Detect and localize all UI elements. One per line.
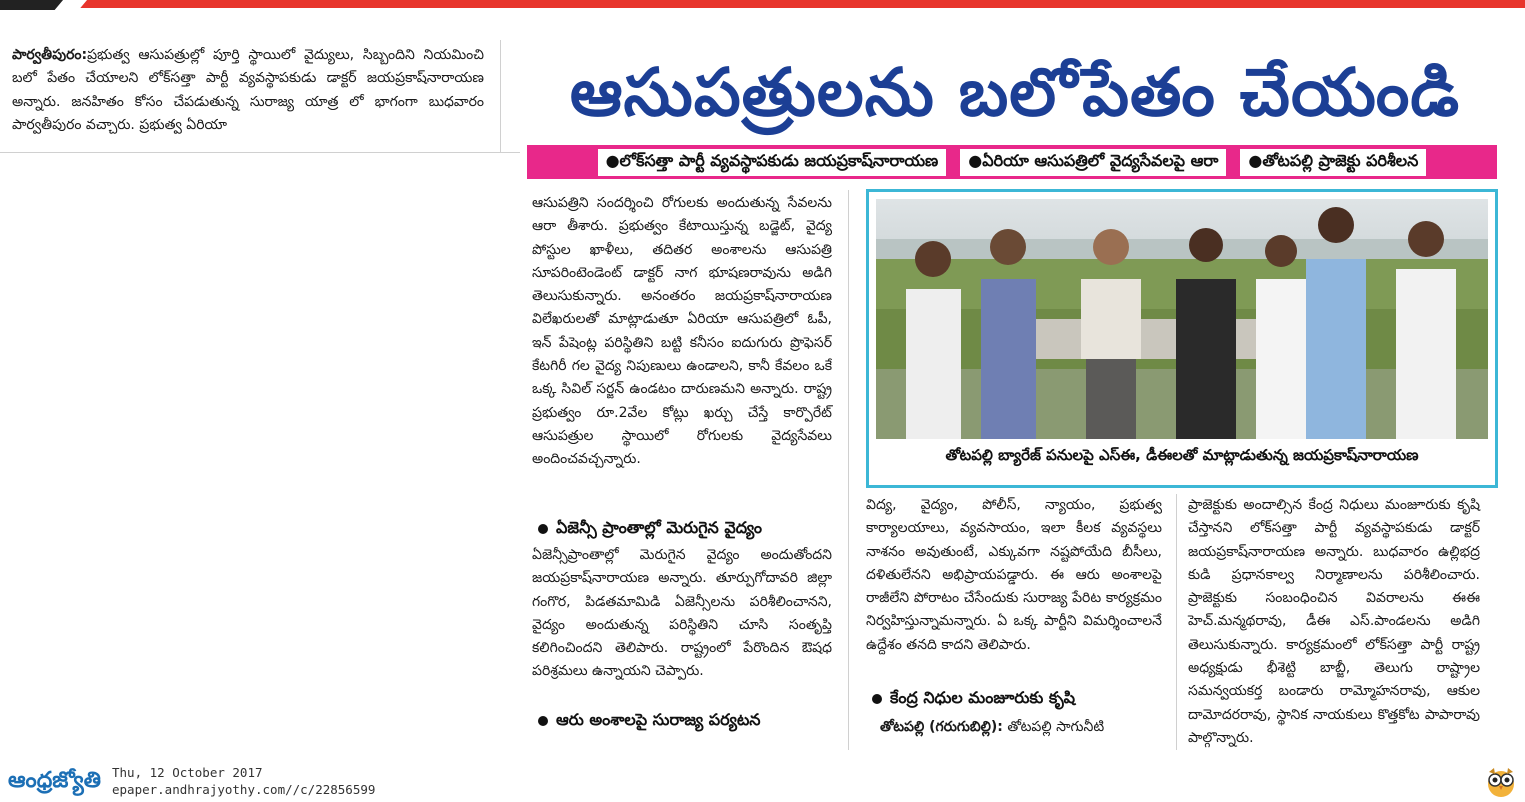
column-three-dateline: తోటపల్లి (గరుగుబిల్లి): bbox=[880, 719, 1003, 735]
column-three-dateline-block bbox=[880, 716, 1162, 739]
headline: ఆసుపత్రులను బలోపేతం చేయండి bbox=[569, 54, 1461, 131]
footer bbox=[0, 760, 1525, 802]
column-four-text bbox=[1188, 494, 1480, 750]
column-two-para-two bbox=[532, 544, 832, 684]
highlight-item-founder: ●లోక్‌సత్తా పార్టీ వ్యవస్థాపకుడు జయప్రకాష్‌నారాయణ bbox=[598, 149, 947, 176]
subhead-surajya bbox=[538, 710, 761, 733]
column-rule bbox=[1176, 494, 1177, 750]
column-rule bbox=[848, 190, 849, 750]
highlight-item-hospital: ●ఏరియా ఆసుపత్రిలో వైద్యసేవలపై ఆరా bbox=[960, 149, 1226, 176]
column-rule bbox=[500, 40, 501, 152]
subhead-central-funds bbox=[872, 688, 1075, 711]
subhead-agency bbox=[538, 518, 762, 541]
photo-frame bbox=[866, 189, 1498, 488]
column-three-para: విద్య, వైద్యం, పోలీస్, న్యాయం, ప్రభుత్వ కార్యాలయాలు, వ్యవసాయం, ఇలా కీలక వ్యవస్థలు నాశనం అవుతుంటే, ఎక్కువగా నష్టపోయేది బీసీలు, దళితులేనని అభిప్రాయపడ్డారు. ఈ ఆరు అంశాలపై రాజీలేని పోరాటం చేసేందుకు సురాజ్య పేరిట కార్యక్రమం నిర్వహిస్తున్నామన్నారు. ఏ ఒక్క పార్టీని విమర్శించాలనే ఉద్దేశం తనది కాదని తెలిపారు. bbox=[866, 497, 1162, 653]
andhrajyothy-logo[interactable]: ఆంధ్రజ్యోతి bbox=[8, 768, 101, 793]
top-color-bar bbox=[0, 0, 1525, 14]
subhead-agency-label: ఏజెన్సీ ప్రాంతాల్లో మెరుగైన వైద్యం bbox=[556, 518, 762, 537]
agency-paragraph: ఏజెన్సీప్రాంతాల్లో మెరుగైన వైద్యం అందుతోందని జయప్రకాష్‌నారాయణ అన్నారు. తూర్పుగోదావరి జిల్లా గంగొర, పిడతమామిడి ఏజెన్సీలను పరిశీలించానని, వైద్యం అందుతున్న పరిస్థితిని చూసి సంతృప్తి కలిగించిందని తెలిపారు. రాష్ట్రంలో పేరొందిన ఔషధ పరిశ్రమలు ఉన్నాయని చెప్పారు. bbox=[532, 547, 832, 680]
left-column-body: ప్రభుత్వ ఆసుపత్రుల్లో పూర్తి స్థాయిలో వైద్యులు, సిబ్బందిని నియమించి బలో పేతం చేయాలని లోక్‌సత్తా పార్టీ వ్యవస్థాపకుడు డాక్టర్ జయప్రకాష్‌నారాయణ అన్నారు. జనహితం కోసం చేపడుతున్న సురాజ్య యాత్ర లో భాగంగా బుధవారం పార్వతీపురం వచ్చారు. ప్రభుత్వ ఏరియా bbox=[12, 47, 484, 133]
news-photo bbox=[876, 199, 1488, 439]
left-dateline: పార్వతీపురం: bbox=[12, 47, 88, 63]
top-bar-red-segment bbox=[70, 0, 1525, 8]
photo-illustration bbox=[876, 199, 1488, 439]
epaper-url[interactable]: epaper.andhrajyothy.com//c/22856599 bbox=[112, 782, 376, 797]
left-column-text bbox=[12, 44, 484, 137]
column-three-text bbox=[866, 494, 1162, 657]
edition-date: Thu, 12 October 2017 bbox=[112, 765, 263, 780]
photo-caption: తోటపల్లి బ్యారేజ్ పనులపై ఎస్ఈ, డీఈలతో మాట్లాడుతున్న జయప్రకాష్‌నారాయణ bbox=[945, 446, 1419, 464]
column-four-para: ప్రాజెక్టుకు అందాల్సిన కేంద్ర నిధులు మంజూరుకు కృషి చేస్తానని లోక్‌సత్తా పార్టీ వ్యవస్థాపకుడు డాక్టర్ జయప్రకాష్‌నారాయణ అన్నారు. బుధవారం ఉల్లిభద్ర కుడి ప్రధానకాల్వ నిర్మాణాలను పరిశీలించారు. ప్రాజెక్టుకు సంబంధించిన వివరాలను ఈఈ హెచ్.మన్మథరావు, డీఈ ఎస్.పాండలను అడిగి తెలుసుకున్నారు. కార్యక్రమంలో లోక్‌సత్తా పార్టీ రాష్ట్ర అధ్యక్షుడు భీశెట్టి బాబ్జీ, తెలుగు రాష్ట్రాల సమన్వయకర్త బండారు రామ్మోహనరావు, ఆకుల దామోదరరావు, స్థానిక నాయకులు కొత్తకోట పాపారావు పాల్గొన్నారు. bbox=[1188, 497, 1480, 746]
column-two-text bbox=[532, 192, 832, 472]
owl-icon[interactable] bbox=[1484, 764, 1518, 798]
subhead-central-funds-label: కేంద్ర నిధుల మంజూరుకు కృషి bbox=[890, 688, 1076, 707]
bullet-icon bbox=[538, 716, 548, 726]
bullet-icon bbox=[872, 694, 882, 704]
column-three-tail: తోటపల్లి సాగునీటి bbox=[1007, 719, 1105, 735]
footer-meta bbox=[112, 764, 375, 798]
subhead-surajya-label: ఆరు అంశాలపై సురాజ్య పర్యటన bbox=[556, 710, 761, 729]
column-two-para-one: ఆసుపత్రిని సందర్శించి రోగులకు అందుతున్న సేవలను ఆరా తీశారు. ప్రభుత్వం కేటాయిస్తున్న బడ్జెట్, వైద్య పోస్టుల ఖాళీలు, తదితర అంశాలను ఆసుపత్రి సూపరింటెండెంట్ డాక్టర్ నాగ భూషణరావును అడిగి తెలుసుకున్నారు. అనంతరం జయప్రకాష్‌నారాయణ విలేఖరులతో మాట్లాడుతూ ఏరియా ఆసుపత్రిలో ఓపీ, ఇన్ పేషెంట్ల పరిస్థితిని బట్టి కనీసం ఐదుగురు ప్రొఫెసర్ కేటగిరీ గల వైద్య నిపుణులు ఉండాలని, కానీ కేవలం ఒకే ఒక్క సివిల్ సర్జన్ ఉండటం దారుణమని అన్నారు. రాష్ట్ర ప్రభుత్వం రూ.2వేల కోట్లు ఖర్చు చేస్తే కార్పొరేట్ ఆసుపత్రుల స్థాయిలో రోగులకు వైద్యసేవలు అందించవచ్చన్నారు. bbox=[532, 195, 832, 468]
bullet-icon bbox=[538, 524, 548, 534]
highlight-item-project: ●తోటపల్లి ప్రాజెక్టు పరిశీలన bbox=[1240, 149, 1426, 176]
highlights-bar bbox=[527, 145, 1497, 179]
section-rule bbox=[0, 152, 520, 153]
